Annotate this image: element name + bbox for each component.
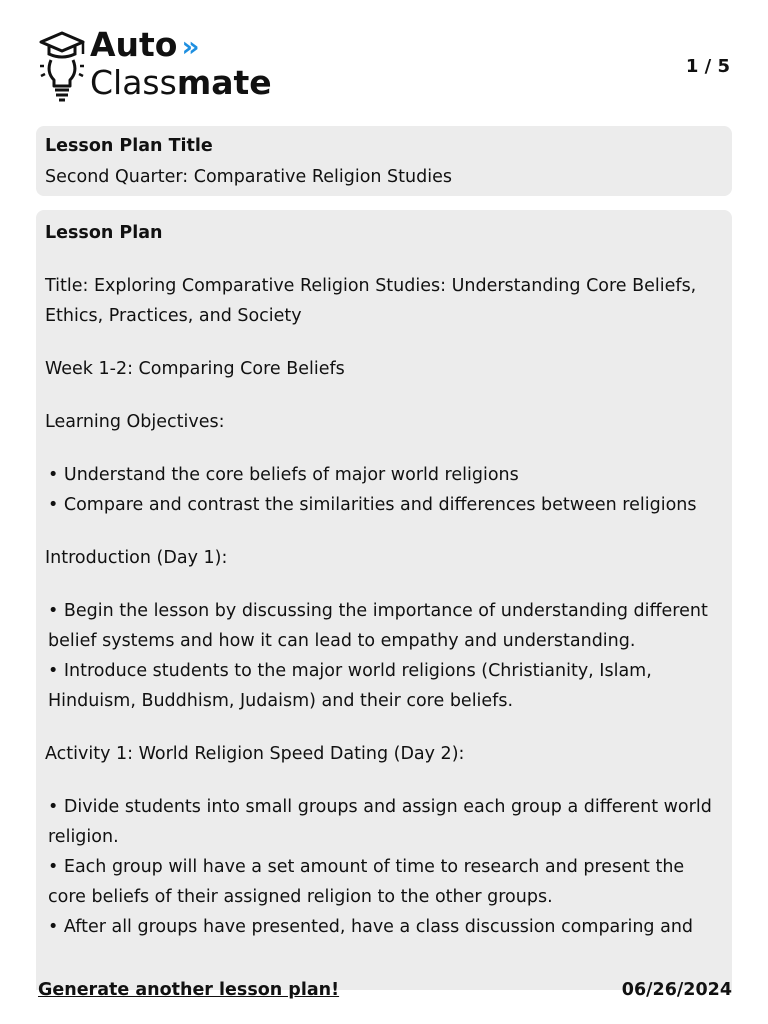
logo-text-top	[90, 26, 200, 66]
logo-word-auto: Auto	[90, 25, 178, 64]
plan-bullet: • After all groups have presented, have a class discussion comparing and	[48, 917, 694, 937]
plan-bullet: • Begin the lesson by discussing the importance of understanding different belief systems and how it can lead to empathy and understanding.	[48, 601, 708, 651]
logo-word-mate: mate	[176, 63, 272, 102]
lesson-title-label: Lesson Plan Title	[45, 136, 213, 156]
lesson-plan-content	[45, 218, 722, 942]
plan-paragraph: Activity 1: World Religion Speed Dating (Day 2):	[45, 744, 465, 764]
logo-text-bottom	[90, 64, 272, 102]
lesson-title-card	[36, 126, 732, 196]
plan-bullet: • Each group will have a set amount of time to research and present the core beliefs of their assigned religion to the other groups.	[48, 857, 685, 907]
lesson-plan-label: Lesson Plan	[45, 223, 163, 243]
header	[38, 25, 732, 106]
page-indicator: 1 / 5	[685, 56, 730, 77]
double-chevron-icon: »	[181, 30, 200, 63]
graduation-lightbulb-icon	[38, 30, 86, 102]
logo	[38, 25, 298, 106]
generate-another-link[interactable]: Generate another lesson plan!	[38, 980, 340, 1000]
plan-bullet: • Understand the core beliefs of major world religions	[48, 465, 519, 485]
logo-word-class: Class	[90, 63, 177, 102]
date-label: 06/26/2024	[621, 980, 732, 1000]
plan-paragraph: Title: Exploring Comparative Religion Studies: Understanding Core Beliefs, Ethics, Practices, and Society	[45, 276, 697, 326]
plan-paragraph: Week 1-2: Comparing Core Beliefs	[45, 359, 345, 379]
plan-bullet: • Divide students into small groups and assign each group a different world religion.	[48, 797, 712, 847]
plan-paragraph: Introduction (Day 1):	[45, 548, 228, 568]
plan-paragraph: Learning Objectives:	[45, 412, 225, 432]
plan-bullet: • Compare and contrast the similarities and differences between religions	[48, 495, 697, 515]
lesson-title-value: Second Quarter: Comparative Religion Studies	[45, 167, 452, 187]
plan-bullet: • Introduce students to the major world religions (Christianity, Islam, Hinduism, Buddhism, Judaism) and their core beliefs.	[48, 661, 652, 711]
footer	[38, 976, 732, 1010]
lesson-plan-card[interactable]	[36, 210, 732, 990]
